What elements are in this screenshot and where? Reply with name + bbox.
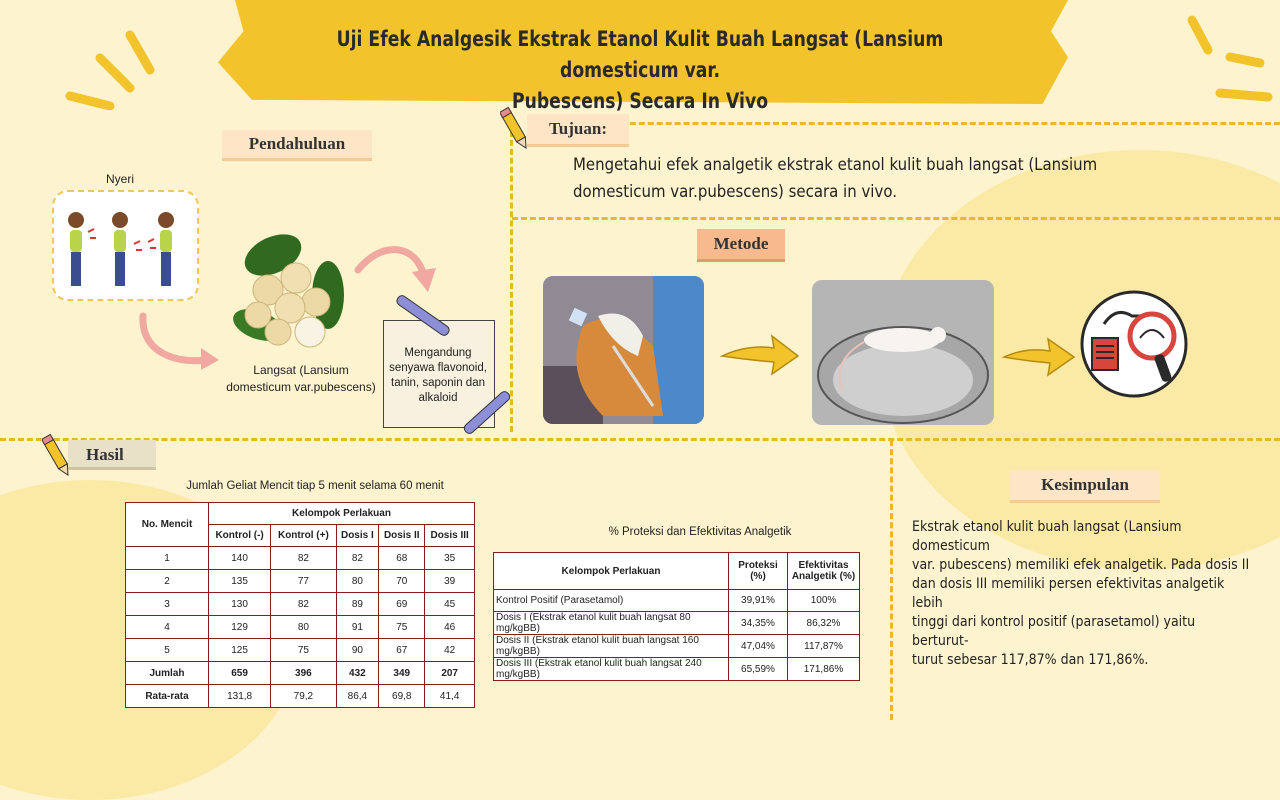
table-cell: 77 <box>271 570 336 593</box>
table-cell: 349 <box>379 662 425 685</box>
page-title <box>328 24 951 117</box>
table-cell: 5 <box>126 639 209 662</box>
table-row <box>126 616 475 639</box>
table-cell: 67 <box>379 639 425 662</box>
table-cell: 2 <box>126 570 209 593</box>
table-cell: 69,8 <box>379 685 425 708</box>
arrow-right-icon <box>718 330 802 380</box>
title-line-1: Uji Efek Analgesik Ekstrak Etanol Kulit Buah Langsat (Lansium domesticum var. <box>336 27 944 82</box>
table-cell: 39 <box>425 570 475 593</box>
col-header-protection <box>729 553 788 590</box>
table-cell: 90 <box>336 639 379 662</box>
table-cell: 80 <box>336 570 379 593</box>
injection-photo <box>543 276 704 424</box>
divider-tujuan-top <box>612 122 1280 125</box>
divider-tujuan-bottom <box>512 217 1280 220</box>
table-row <box>494 590 860 612</box>
sparkle-left-icon <box>40 10 180 110</box>
col-header: Kontrol (+) <box>271 525 336 547</box>
table-cell: 86,4 <box>336 685 379 708</box>
table-cell: 3 <box>126 593 209 616</box>
table-cell: 140 <box>209 547 271 570</box>
table-cell: 86,32% <box>788 612 860 635</box>
sparkle-right-icon <box>1180 5 1280 105</box>
table-cell: Dosis II (Ekstrak etanol kulit buah langsat 160 mg/kgBB) <box>494 635 729 658</box>
table-cell: 135 <box>209 570 271 593</box>
table-cell: Dosis I (Ekstrak etanol kulit buah langsat 80 mg/kgBB) <box>494 612 729 635</box>
table-cell: 35 <box>425 547 475 570</box>
protection-table <box>493 552 860 681</box>
table-cell: 47,04% <box>729 635 788 658</box>
pain-illustration-frame <box>52 190 199 301</box>
table-row <box>494 658 860 681</box>
table-cell: 75 <box>379 616 425 639</box>
table-cell: 45 <box>425 593 475 616</box>
compound-note-text <box>384 346 492 406</box>
col-header-group: Kelompok Perlakuan <box>209 503 475 525</box>
divider-tujuan-vertical <box>510 122 513 432</box>
col-header: Kontrol (-) <box>209 525 271 547</box>
table2-caption: % Proteksi dan Efektivitas Analgetik <box>608 526 792 538</box>
table-cell: 69 <box>379 593 425 616</box>
pendahuluan-heading: Pendahuluan <box>222 130 372 161</box>
langsat-fruit-icon <box>218 220 358 355</box>
tujuan-line-2: domesticum var.pubescens) secara in vivo. <box>573 182 897 202</box>
table-cell: 65,59% <box>729 658 788 681</box>
kesimpulan-text <box>912 518 1254 670</box>
table-cell: 1 <box>126 547 209 570</box>
table-cell: 42 <box>425 639 475 662</box>
table-row <box>126 547 475 570</box>
table-cell: 131,8 <box>209 685 271 708</box>
table-cell: 89 <box>336 593 379 616</box>
table-cell: 4 <box>126 616 209 639</box>
kesimpulan-line: Ekstrak etanol kulit buah langsat (Lansium domesticum <box>912 519 1182 554</box>
table-row <box>126 662 475 685</box>
col-header-no: No. Mencit <box>126 503 209 547</box>
table-cell: 68 <box>379 547 425 570</box>
table-cell: 100% <box>788 590 860 612</box>
curved-arrow-down-icon <box>135 312 225 372</box>
title-line-2: Pubescens) Secara In Vivo <box>511 89 769 113</box>
pencil-icon <box>500 105 530 153</box>
fruit-caption-line-1: Langsat (Lansium <box>253 363 349 377</box>
table-row <box>494 635 860 658</box>
col-header: Dosis II <box>379 525 425 547</box>
table-cell: 91 <box>336 616 379 639</box>
tujuan-heading: Tujuan: <box>527 114 629 147</box>
table-row <box>126 570 475 593</box>
table-cell: 82 <box>336 547 379 570</box>
note-line-1: Mengandung <box>404 347 472 359</box>
table-cell: 82 <box>271 593 336 616</box>
table-cell: 79,2 <box>271 685 336 708</box>
writhing-table <box>125 502 475 708</box>
table-cell: 41,4 <box>425 685 475 708</box>
table-cell: 46 <box>425 616 475 639</box>
table-cell: 432 <box>336 662 379 685</box>
tujuan-text <box>573 152 1101 206</box>
table-cell: 207 <box>425 662 475 685</box>
table-cell: 130 <box>209 593 271 616</box>
divider-main <box>0 438 1280 441</box>
kesimpulan-line: dan dosis III memiliki persen efektivitas analgetik lebih <box>912 576 1225 611</box>
col-header-effectiveness <box>788 553 860 590</box>
fruit-caption-line-2: domesticum var.pubescens) <box>226 380 376 394</box>
table-cell: 70 <box>379 570 425 593</box>
table-row <box>126 593 475 616</box>
pain-people-icon <box>54 192 197 299</box>
protection-header-line-2: (%) <box>750 571 766 582</box>
metode-heading: Metode <box>697 229 785 262</box>
curved-arrow-right-icon <box>352 236 442 298</box>
table-cell: 171,86% <box>788 658 860 681</box>
effectiveness-header-line-2: Analgetik (%) <box>791 571 856 582</box>
table-cell: 659 <box>209 662 271 685</box>
table-row <box>494 612 860 635</box>
table-row <box>126 685 475 708</box>
kesimpulan-line: var. pubescens) memiliki efek analgetik. Pada dosis II <box>912 557 1250 573</box>
fruit-caption <box>226 362 376 396</box>
table-cell: Rata-rata <box>126 685 209 708</box>
col-header: Dosis III <box>425 525 475 547</box>
effectiveness-header-line-1: Efektivitas <box>798 560 849 571</box>
table-cell: 34,35% <box>729 612 788 635</box>
note-line-3: tanin, saponin dan <box>391 377 485 389</box>
note-line-2: senyawa flavonoid, <box>389 362 487 374</box>
note-line-4: alkaloid <box>418 392 458 404</box>
nyeri-label: Nyeri <box>105 172 134 186</box>
table-cell: 129 <box>209 616 271 639</box>
col-header: Dosis I <box>336 525 379 547</box>
table-cell: Kontrol Positif (Parasetamol) <box>494 590 729 612</box>
table-cell: 396 <box>271 662 336 685</box>
table-row <box>126 639 475 662</box>
table-cell: 75 <box>271 639 336 662</box>
table-cell: 82 <box>271 547 336 570</box>
table-cell: Dosis III (Ekstrak etanol kulit buah langsat 240 mg/kgBB) <box>494 658 729 681</box>
table-cell: 117,87% <box>788 635 860 658</box>
protection-header-line-1: Proteksi <box>738 560 778 571</box>
table-cell: 80 <box>271 616 336 639</box>
arrow-right-icon <box>1000 335 1078 379</box>
table-cell: Jumlah <box>126 662 209 685</box>
kesimpulan-heading: Kesimpulan <box>1010 470 1160 503</box>
table1-caption: Jumlah Geliat Mencit tiap 5 menit selama 60 menit <box>186 480 444 492</box>
table-cell: 125 <box>209 639 271 662</box>
col-header-group: Kelompok Perlakuan <box>494 553 729 590</box>
divider-kesimpulan-vertical <box>890 440 893 720</box>
tujuan-line-1: Mengetahui efek analgetik ekstrak etanol kulit buah langsat (Lansium <box>573 155 1098 175</box>
kesimpulan-line: turut sebesar 117,87% dan 171,86%. <box>912 652 1149 668</box>
kesimpulan-line: tinggi dari kontrol positif (parasetamol) yaitu berturut- <box>912 614 1196 649</box>
lab-research-icon <box>1076 286 1192 402</box>
hasil-heading: Hasil <box>68 440 156 470</box>
table-cell: 39,91% <box>729 590 788 612</box>
mouse-photo <box>812 280 994 425</box>
